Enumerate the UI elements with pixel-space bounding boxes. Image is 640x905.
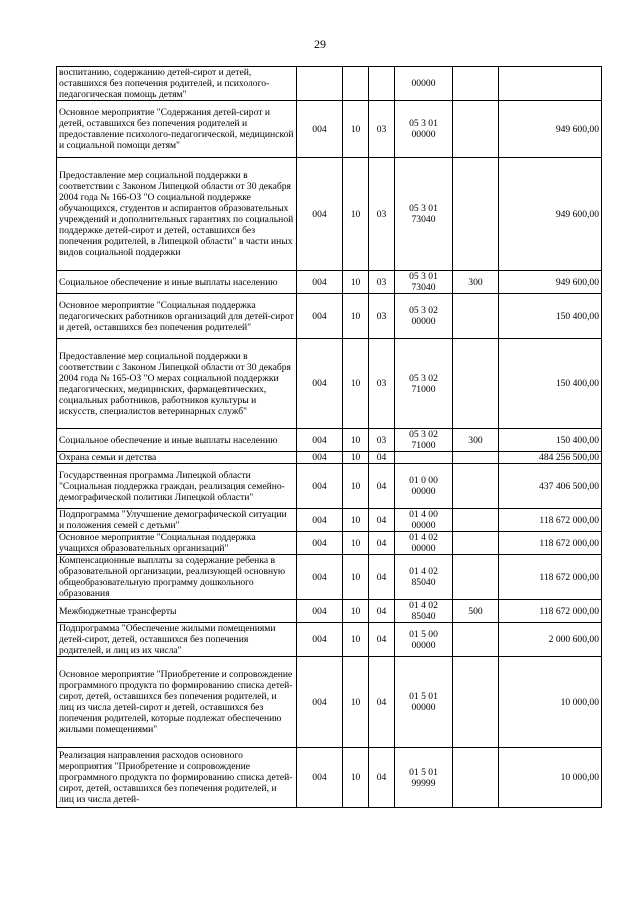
target-article-cell: 01 4 00 00000 xyxy=(395,509,453,532)
amount-cell: 118 672 000,00 xyxy=(499,532,602,555)
subsection-code-cell: 03 xyxy=(369,339,395,429)
table-row xyxy=(57,101,602,158)
target-article-cell: 01 5 01 99999 xyxy=(395,748,453,808)
amount-cell: 150 400,00 xyxy=(499,294,602,339)
expense-type-cell xyxy=(453,294,499,339)
target-article-cell: 05 3 01 00000 xyxy=(395,101,453,158)
subsection-code-cell: 04 xyxy=(369,532,395,555)
table-row xyxy=(57,429,602,452)
row-name-cell: Основное мероприятие "Содержания детей-сирот и детей, оставшихся без попечения родителей и предоставление психолого-педагогической, медицинской и социальной помощи детям" xyxy=(57,101,297,158)
section-code-cell: 10 xyxy=(343,600,369,623)
amount-cell: 150 400,00 xyxy=(499,429,602,452)
section-code-cell: 10 xyxy=(343,158,369,271)
expense-type-cell xyxy=(453,67,499,101)
ministry-code-cell xyxy=(297,67,343,101)
subsection-code-cell: 04 xyxy=(369,452,395,464)
expense-type-cell: 300 xyxy=(453,429,499,452)
amount-cell: 949 600,00 xyxy=(499,101,602,158)
subsection-code-cell: 04 xyxy=(369,555,395,600)
subsection-code-cell xyxy=(369,67,395,101)
ministry-code-cell: 004 xyxy=(297,339,343,429)
expense-type-cell xyxy=(453,339,499,429)
row-name-cell: Подпрограмма "Улучшение демографической ситуации и положения семей с детьми" xyxy=(57,509,297,532)
section-code-cell: 10 xyxy=(343,748,369,808)
row-name-cell: Основное мероприятие "Социальная поддержка педагогических работников организаций для детей-сирот и детей, оставшихся без попечения родителей" xyxy=(57,294,297,339)
table-row xyxy=(57,748,602,808)
section-code-cell: 10 xyxy=(343,101,369,158)
subsection-code-cell: 03 xyxy=(369,294,395,339)
section-code-cell: 10 xyxy=(343,452,369,464)
expense-type-cell xyxy=(453,657,499,748)
section-code-cell: 10 xyxy=(343,339,369,429)
ministry-code-cell: 004 xyxy=(297,555,343,600)
amount-cell: 10 000,00 xyxy=(499,748,602,808)
table-row xyxy=(57,452,602,464)
row-name-cell: Охрана семьи и детства xyxy=(57,452,297,464)
subsection-code-cell: 03 xyxy=(369,101,395,158)
target-article-cell: 05 3 02 71000 xyxy=(395,429,453,452)
row-name-cell: Реализация направления расходов основного мероприятия "Приобретение и сопровождение программного продукта по формированию списка детей-сирот, детей, оставшихся без попечения родителей, и лиц из числа детей- xyxy=(57,748,297,808)
table-row xyxy=(57,509,602,532)
subsection-code-cell: 04 xyxy=(369,600,395,623)
subsection-code-cell: 04 xyxy=(369,748,395,808)
row-name-cell: Межбюджетные трансферты xyxy=(57,600,297,623)
target-article-cell: 05 3 02 00000 xyxy=(395,294,453,339)
expense-type-cell: 500 xyxy=(453,600,499,623)
table-row xyxy=(57,532,602,555)
table-row xyxy=(57,623,602,657)
table-row xyxy=(57,555,602,600)
target-article-cell: 01 0 00 00000 xyxy=(395,464,453,509)
amount-cell: 949 600,00 xyxy=(499,158,602,271)
subsection-code-cell: 03 xyxy=(369,158,395,271)
amount-cell: 118 672 000,00 xyxy=(499,600,602,623)
target-article-cell: 05 3 01 73040 xyxy=(395,158,453,271)
ministry-code-cell: 004 xyxy=(297,600,343,623)
expense-type-cell xyxy=(453,748,499,808)
row-name-cell: Государственная программа Липецкой области "Социальная поддержка граждан, реализация семейно-демографической политики Липецкой области" xyxy=(57,464,297,509)
table-row xyxy=(57,600,602,623)
row-name-cell: Предоставление мер социальной поддержки в соответствии с Законом Липецкой области от 30 декабря 2004 года № 166-ОЗ "О социальной поддержке обучающихся, студентов и аспирантов образовательных учреждений и дополнительных гарантиях по социальной поддержке детей-сирот и детей, оставшихся без попечения родителей, в Липецкой области" в части иных видов социальной поддержки xyxy=(57,158,297,271)
amount-cell: 10 000,00 xyxy=(499,657,602,748)
amount-cell: 150 400,00 xyxy=(499,339,602,429)
section-code-cell: 10 xyxy=(343,294,369,339)
ministry-code-cell: 004 xyxy=(297,623,343,657)
ministry-code-cell: 004 xyxy=(297,464,343,509)
row-name-cell: Подпрограмма "Обеспечение жилыми помещениями детей-сирот, детей, оставшихся без попечения родителей, и лиц из их числа" xyxy=(57,623,297,657)
row-name-cell: Основное мероприятие "Приобретение и сопровождение программного продукта по формированию списка детей-сирот, детей, оставшихся без попечения родителей, и лиц из числа детей-сирот и детей, оставшихся без попечения родителей, которые подлежат обеспечению жилыми помещениями" xyxy=(57,657,297,748)
budget-table xyxy=(56,66,602,808)
table-row xyxy=(57,464,602,509)
ministry-code-cell: 004 xyxy=(297,294,343,339)
ministry-code-cell: 004 xyxy=(297,101,343,158)
expense-type-cell xyxy=(453,158,499,271)
row-name-cell: Компенсационные выплаты за содержание ребенка в образовательной организации, реализующей основную общеобразовательную программу дошкольного образования xyxy=(57,555,297,600)
section-code-cell xyxy=(343,67,369,101)
page-number: 29 xyxy=(314,37,326,51)
ministry-code-cell: 004 xyxy=(297,271,343,294)
table-row xyxy=(57,657,602,748)
target-article-cell: 00000 xyxy=(395,67,453,101)
section-code-cell: 10 xyxy=(343,657,369,748)
budget-table-body xyxy=(57,67,602,808)
target-article-cell: 01 4 02 85040 xyxy=(395,600,453,623)
section-code-cell: 10 xyxy=(343,271,369,294)
row-name-cell: воспитанию, содержанию детей-сирот и детей, оставшихся без попечения родителей, и психолого-педагогическая помощь детям" xyxy=(57,67,297,101)
amount-cell: 484 256 500,00 xyxy=(499,452,602,464)
expense-type-cell: 300 xyxy=(453,271,499,294)
amount-cell: 437 406 500,00 xyxy=(499,464,602,509)
section-code-cell: 10 xyxy=(343,623,369,657)
expense-type-cell xyxy=(453,509,499,532)
subsection-code-cell: 04 xyxy=(369,509,395,532)
amount-cell xyxy=(499,67,602,101)
subsection-code-cell: 03 xyxy=(369,271,395,294)
amount-cell: 118 672 000,00 xyxy=(499,555,602,600)
target-article-cell: 05 3 02 71000 xyxy=(395,339,453,429)
section-code-cell: 10 xyxy=(343,532,369,555)
section-code-cell: 10 xyxy=(343,429,369,452)
row-name-cell: Социальное обеспечение и иные выплаты населению xyxy=(57,429,297,452)
section-code-cell: 10 xyxy=(343,555,369,600)
ministry-code-cell: 004 xyxy=(297,452,343,464)
table-row xyxy=(57,294,602,339)
subsection-code-cell: 04 xyxy=(369,623,395,657)
target-article-cell: 01 4 02 85040 xyxy=(395,555,453,600)
expense-type-cell xyxy=(453,555,499,600)
expense-type-cell xyxy=(453,464,499,509)
target-article-cell: 05 3 01 73040 xyxy=(395,271,453,294)
subsection-code-cell: 04 xyxy=(369,657,395,748)
row-name-cell: Предоставление мер социальной поддержки в соответствии с Законом Липецкой области от 30 декабря 2004 года № 165-ОЗ "О мерах социальной поддержки педагогических, медицинских, фармацевтических, социальных работников, работников культуры и искусств, специалистов ветеринарных служб" xyxy=(57,339,297,429)
target-article-cell: 01 4 02 00000 xyxy=(395,532,453,555)
ministry-code-cell: 004 xyxy=(297,532,343,555)
expense-type-cell xyxy=(453,623,499,657)
row-name-cell: Основное мероприятие "Социальная поддержка учащихся образовательных организаций" xyxy=(57,532,297,555)
section-code-cell: 10 xyxy=(343,464,369,509)
expense-type-cell xyxy=(453,101,499,158)
target-article-cell: 01 5 01 00000 xyxy=(395,657,453,748)
subsection-code-cell: 04 xyxy=(369,464,395,509)
table-row xyxy=(57,158,602,271)
ministry-code-cell: 004 xyxy=(297,748,343,808)
table-row xyxy=(57,67,602,101)
table-row xyxy=(57,339,602,429)
table-row xyxy=(57,271,602,294)
subsection-code-cell: 03 xyxy=(369,429,395,452)
ministry-code-cell: 004 xyxy=(297,509,343,532)
amount-cell: 949 600,00 xyxy=(499,271,602,294)
target-article-cell: 01 5 00 00000 xyxy=(395,623,453,657)
ministry-code-cell: 004 xyxy=(297,158,343,271)
expense-type-cell xyxy=(453,532,499,555)
row-name-cell: Социальное обеспечение и иные выплаты населению xyxy=(57,271,297,294)
amount-cell: 118 672 000,00 xyxy=(499,509,602,532)
target-article-cell xyxy=(395,452,453,464)
ministry-code-cell: 004 xyxy=(297,657,343,748)
amount-cell: 2 000 600,00 xyxy=(499,623,602,657)
expense-type-cell xyxy=(453,452,499,464)
ministry-code-cell: 004 xyxy=(297,429,343,452)
section-code-cell: 10 xyxy=(343,509,369,532)
